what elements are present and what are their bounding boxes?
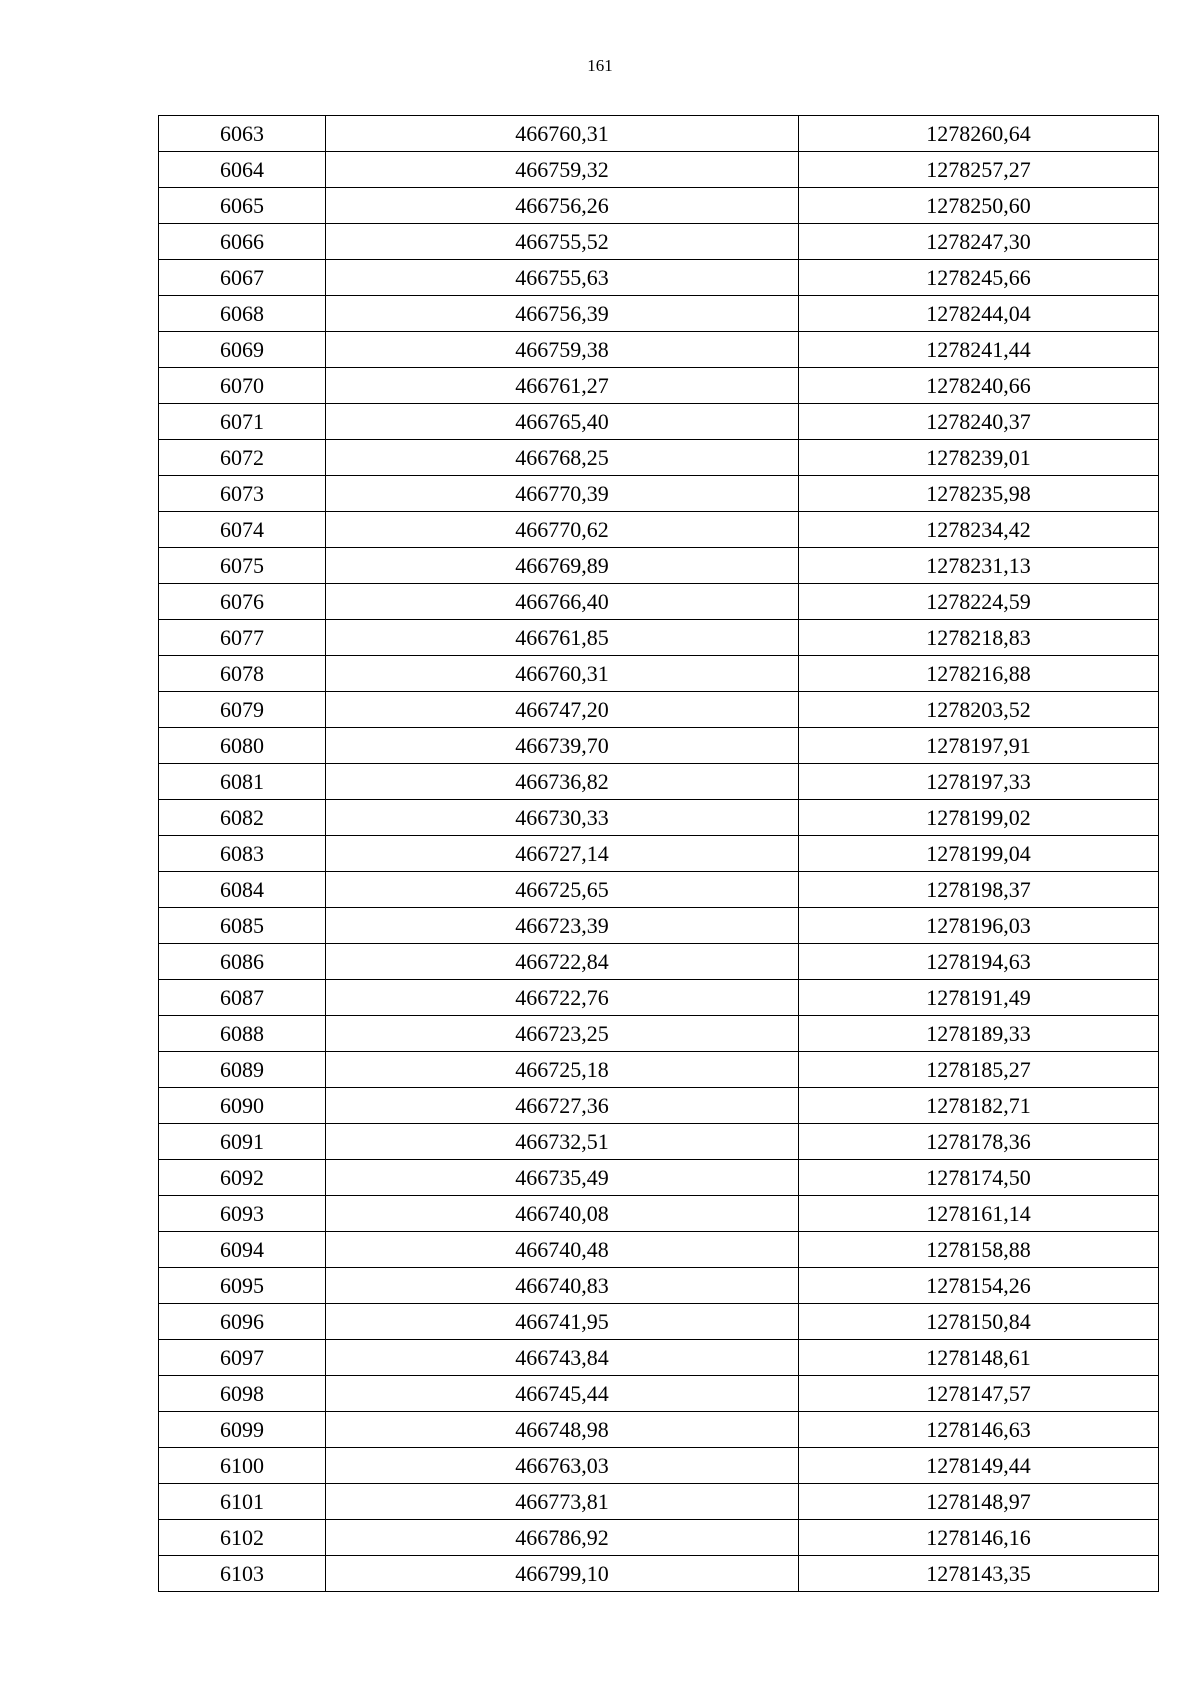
x-coordinate-cell: 466723,39	[326, 908, 799, 944]
table-row	[159, 1268, 1159, 1304]
point-number-cell: 6082	[159, 800, 326, 836]
y-coordinate-cell: 1278234,42	[799, 512, 1159, 548]
point-number-cell: 6101	[159, 1484, 326, 1520]
x-coordinate-cell: 466770,62	[326, 512, 799, 548]
point-number-cell: 6098	[159, 1376, 326, 1412]
y-coordinate-cell: 1278197,33	[799, 764, 1159, 800]
table-row	[159, 1304, 1159, 1340]
table-row	[159, 800, 1159, 836]
point-number-cell: 6095	[159, 1268, 326, 1304]
table-row	[159, 404, 1159, 440]
table-row	[159, 584, 1159, 620]
y-coordinate-cell: 1278257,27	[799, 152, 1159, 188]
table-row	[159, 944, 1159, 980]
table-row	[159, 1484, 1159, 1520]
table-row	[159, 1196, 1159, 1232]
table-row	[159, 476, 1159, 512]
table-row	[159, 512, 1159, 548]
y-coordinate-cell: 1278161,14	[799, 1196, 1159, 1232]
y-coordinate-cell: 1278244,04	[799, 296, 1159, 332]
point-number-cell: 6103	[159, 1556, 326, 1592]
point-number-cell: 6081	[159, 764, 326, 800]
x-coordinate-cell: 466759,38	[326, 332, 799, 368]
table-row	[159, 908, 1159, 944]
y-coordinate-cell: 1278240,66	[799, 368, 1159, 404]
point-number-cell: 6074	[159, 512, 326, 548]
y-coordinate-cell: 1278149,44	[799, 1448, 1159, 1484]
x-coordinate-cell: 466755,63	[326, 260, 799, 296]
x-coordinate-cell: 466736,82	[326, 764, 799, 800]
point-number-cell: 6072	[159, 440, 326, 476]
y-coordinate-cell: 1278178,36	[799, 1124, 1159, 1160]
y-coordinate-cell: 1278250,60	[799, 188, 1159, 224]
table-row	[159, 1448, 1159, 1484]
table-row	[159, 1520, 1159, 1556]
point-number-cell: 6087	[159, 980, 326, 1016]
x-coordinate-cell: 466760,31	[326, 116, 799, 152]
y-coordinate-cell: 1278196,03	[799, 908, 1159, 944]
x-coordinate-cell: 466760,31	[326, 656, 799, 692]
y-coordinate-cell: 1278194,63	[799, 944, 1159, 980]
coordinates-table	[158, 115, 1159, 1592]
table-row	[159, 620, 1159, 656]
y-coordinate-cell: 1278198,37	[799, 872, 1159, 908]
table-row	[159, 1016, 1159, 1052]
table-row	[159, 1376, 1159, 1412]
y-coordinate-cell: 1278231,13	[799, 548, 1159, 584]
y-coordinate-cell: 1278148,61	[799, 1340, 1159, 1376]
y-coordinate-cell: 1278241,44	[799, 332, 1159, 368]
y-coordinate-cell: 1278239,01	[799, 440, 1159, 476]
table-row	[159, 116, 1159, 152]
table-row	[159, 692, 1159, 728]
coordinates-table-body	[159, 116, 1159, 1592]
table-row	[159, 836, 1159, 872]
y-coordinate-cell: 1278158,88	[799, 1232, 1159, 1268]
y-coordinate-cell: 1278197,91	[799, 728, 1159, 764]
point-number-cell: 6086	[159, 944, 326, 980]
page-number: 161	[587, 56, 613, 75]
y-coordinate-cell: 1278189,33	[799, 1016, 1159, 1052]
table-row	[159, 728, 1159, 764]
y-coordinate-cell: 1278147,57	[799, 1376, 1159, 1412]
point-number-cell: 6077	[159, 620, 326, 656]
point-number-cell: 6092	[159, 1160, 326, 1196]
x-coordinate-cell: 466786,92	[326, 1520, 799, 1556]
table-row	[159, 188, 1159, 224]
y-coordinate-cell: 1278199,02	[799, 800, 1159, 836]
x-coordinate-cell: 466739,70	[326, 728, 799, 764]
x-coordinate-cell: 466769,89	[326, 548, 799, 584]
y-coordinate-cell: 1278235,98	[799, 476, 1159, 512]
table-row	[159, 656, 1159, 692]
y-coordinate-cell: 1278216,88	[799, 656, 1159, 692]
y-coordinate-cell: 1278203,52	[799, 692, 1159, 728]
x-coordinate-cell: 466727,36	[326, 1088, 799, 1124]
x-coordinate-cell: 466741,95	[326, 1304, 799, 1340]
x-coordinate-cell: 466748,98	[326, 1412, 799, 1448]
y-coordinate-cell: 1278146,63	[799, 1412, 1159, 1448]
x-coordinate-cell: 466722,76	[326, 980, 799, 1016]
y-coordinate-cell: 1278260,64	[799, 116, 1159, 152]
y-coordinate-cell: 1278185,27	[799, 1052, 1159, 1088]
point-number-cell: 6071	[159, 404, 326, 440]
table-row	[159, 152, 1159, 188]
point-number-cell: 6102	[159, 1520, 326, 1556]
x-coordinate-cell: 466765,40	[326, 404, 799, 440]
x-coordinate-cell: 466766,40	[326, 584, 799, 620]
x-coordinate-cell: 466725,65	[326, 872, 799, 908]
table-row	[159, 260, 1159, 296]
x-coordinate-cell: 466735,49	[326, 1160, 799, 1196]
x-coordinate-cell: 466740,83	[326, 1268, 799, 1304]
x-coordinate-cell: 466761,27	[326, 368, 799, 404]
point-number-cell: 6063	[159, 116, 326, 152]
table-row	[159, 872, 1159, 908]
table-row	[159, 1160, 1159, 1196]
y-coordinate-cell: 1278247,30	[799, 224, 1159, 260]
x-coordinate-cell: 466773,81	[326, 1484, 799, 1520]
point-number-cell: 6078	[159, 656, 326, 692]
point-number-cell: 6099	[159, 1412, 326, 1448]
point-number-cell: 6080	[159, 728, 326, 764]
x-coordinate-cell: 466745,44	[326, 1376, 799, 1412]
point-number-cell: 6094	[159, 1232, 326, 1268]
point-number-cell: 6075	[159, 548, 326, 584]
table-row	[159, 224, 1159, 260]
point-number-cell: 6089	[159, 1052, 326, 1088]
point-number-cell: 6069	[159, 332, 326, 368]
y-coordinate-cell: 1278150,84	[799, 1304, 1159, 1340]
y-coordinate-cell: 1278218,83	[799, 620, 1159, 656]
y-coordinate-cell: 1278146,16	[799, 1520, 1159, 1556]
y-coordinate-cell: 1278148,97	[799, 1484, 1159, 1520]
point-number-cell: 6097	[159, 1340, 326, 1376]
x-coordinate-cell: 466732,51	[326, 1124, 799, 1160]
x-coordinate-cell: 466799,10	[326, 1556, 799, 1592]
y-coordinate-cell: 1278174,50	[799, 1160, 1159, 1196]
x-coordinate-cell: 466755,52	[326, 224, 799, 260]
y-coordinate-cell: 1278191,49	[799, 980, 1159, 1016]
point-number-cell: 6093	[159, 1196, 326, 1232]
point-number-cell: 6066	[159, 224, 326, 260]
table-row	[159, 1556, 1159, 1592]
point-number-cell: 6067	[159, 260, 326, 296]
point-number-cell: 6083	[159, 836, 326, 872]
point-number-cell: 6096	[159, 1304, 326, 1340]
y-coordinate-cell: 1278224,59	[799, 584, 1159, 620]
table-row	[159, 980, 1159, 1016]
x-coordinate-cell: 466727,14	[326, 836, 799, 872]
point-number-cell: 6100	[159, 1448, 326, 1484]
y-coordinate-cell: 1278154,26	[799, 1268, 1159, 1304]
x-coordinate-cell: 466730,33	[326, 800, 799, 836]
table-row	[159, 764, 1159, 800]
x-coordinate-cell: 466770,39	[326, 476, 799, 512]
x-coordinate-cell: 466756,26	[326, 188, 799, 224]
y-coordinate-cell: 1278182,71	[799, 1088, 1159, 1124]
point-number-cell: 6064	[159, 152, 326, 188]
x-coordinate-cell: 466756,39	[326, 296, 799, 332]
x-coordinate-cell: 466740,48	[326, 1232, 799, 1268]
point-number-cell: 6070	[159, 368, 326, 404]
point-number-cell: 6076	[159, 584, 326, 620]
y-coordinate-cell: 1278143,35	[799, 1556, 1159, 1592]
table-row	[159, 368, 1159, 404]
table-row	[159, 1052, 1159, 1088]
table-row	[159, 1232, 1159, 1268]
x-coordinate-cell: 466723,25	[326, 1016, 799, 1052]
table-row	[159, 332, 1159, 368]
point-number-cell: 6088	[159, 1016, 326, 1052]
table-row	[159, 1088, 1159, 1124]
x-coordinate-cell: 466761,85	[326, 620, 799, 656]
point-number-cell: 6091	[159, 1124, 326, 1160]
table-row	[159, 296, 1159, 332]
x-coordinate-cell: 466743,84	[326, 1340, 799, 1376]
point-number-cell: 6068	[159, 296, 326, 332]
table-row	[159, 440, 1159, 476]
point-number-cell: 6090	[159, 1088, 326, 1124]
x-coordinate-cell: 466759,32	[326, 152, 799, 188]
table-row	[159, 1412, 1159, 1448]
point-number-cell: 6073	[159, 476, 326, 512]
table-row	[159, 1340, 1159, 1376]
point-number-cell: 6065	[159, 188, 326, 224]
y-coordinate-cell: 1278240,37	[799, 404, 1159, 440]
x-coordinate-cell: 466740,08	[326, 1196, 799, 1232]
y-coordinate-cell: 1278199,04	[799, 836, 1159, 872]
x-coordinate-cell: 466768,25	[326, 440, 799, 476]
x-coordinate-cell: 466763,03	[326, 1448, 799, 1484]
table-row	[159, 1124, 1159, 1160]
table-row	[159, 548, 1159, 584]
x-coordinate-cell: 466747,20	[326, 692, 799, 728]
x-coordinate-cell: 466725,18	[326, 1052, 799, 1088]
y-coordinate-cell: 1278245,66	[799, 260, 1159, 296]
x-coordinate-cell: 466722,84	[326, 944, 799, 980]
point-number-cell: 6084	[159, 872, 326, 908]
point-number-cell: 6079	[159, 692, 326, 728]
point-number-cell: 6085	[159, 908, 326, 944]
